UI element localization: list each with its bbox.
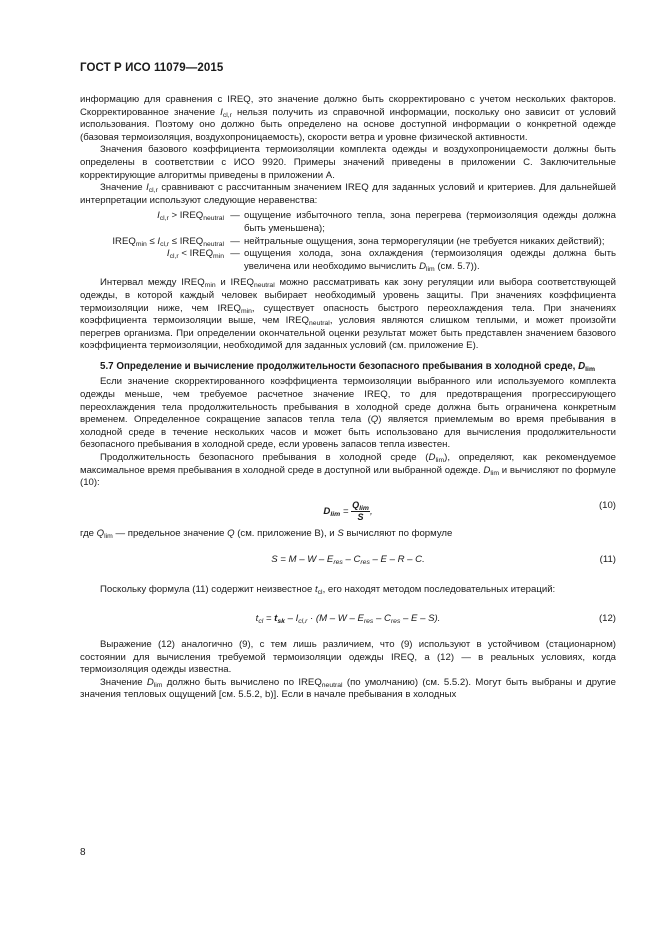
inequality-row: [80, 210, 616, 235]
formula-number: (11): [599, 554, 616, 566]
dash: —: [230, 235, 240, 247]
subscript: neutral: [253, 282, 275, 290]
text: Продолжительность безопасного пребывания в холодной среде (: [100, 452, 429, 464]
subscript: lim: [435, 457, 445, 465]
text: =: [340, 505, 352, 517]
formula-body: [80, 554, 616, 567]
subscript: lim: [359, 504, 369, 512]
formula-body: [80, 500, 616, 523]
text: должно быть вычислено по IREQ: [162, 676, 322, 688]
subscript: min: [135, 240, 147, 248]
dash: —: [230, 210, 240, 222]
text: ,: [369, 505, 373, 517]
inequality-meaning: нейтральные ощущения, зона терморегуляции (не требуется никаких действий);: [244, 235, 605, 247]
subscript: res: [333, 559, 343, 567]
text: t: [255, 613, 259, 624]
subscript: min: [240, 307, 252, 315]
text: , условия являются слишком теплыми, и может произойти перегрев организма. При определении окончательной оценки результат может быть представлен значением базового коэффициента термоизоляции, необходимой для заданных условий (см. приложение Е).: [80, 315, 616, 352]
var-t: t: [314, 584, 318, 596]
paragraph-5: [80, 376, 616, 452]
var-q: Q: [370, 414, 379, 426]
formula-number: (10): [598, 499, 616, 511]
text: ≤ IREQ: [169, 235, 204, 247]
paragraph-3: [80, 182, 616, 207]
subscript: res: [360, 559, 370, 567]
text: и вычисляют по формуле (10):: [80, 464, 616, 489]
text: — предельное значение: [112, 527, 228, 539]
subscript: neutral: [309, 320, 330, 328]
text: – E – S).: [400, 613, 441, 624]
var-i: I: [146, 182, 149, 194]
paragraph-9: Выражение (12) аналогично (9), с тем лишь различием, что (9) используют в устойчивом (стационарном) состоянии для вычисления требуемой термоизоляции одежды IREQ, а (12) — в реальных условиях, когда термоизоляция одежды известна.: [80, 639, 616, 676]
text: где: [80, 527, 97, 539]
formula-number: (12): [598, 613, 616, 624]
text: 5.7 Определение и вычисление продолжительности безопасного пребывания в холодной среде,: [100, 360, 579, 372]
paragraph-8: [80, 584, 616, 597]
subscript: res: [363, 618, 374, 625]
var-d: D: [483, 464, 491, 476]
paragraph-2: Значения базового коэффициента термоизоляции комплекта одежды и воздухопроницаемости должны быть определены в соответствии с ИСО 9920. Примеры значений приведены в приложении С. Заключительные корректирующие алгоритмы приведены в приложении А.: [80, 144, 616, 181]
formula-11: [80, 550, 616, 572]
subscript: res: [390, 618, 401, 625]
paragraph-7: [80, 528, 616, 541]
text: – E – R – C.: [369, 554, 425, 566]
text: сравнивают с рассчитанным значением IREQ для заданных условий и критериев. Для дальнейшей интерпретации используют следующие неравенства:: [80, 182, 617, 206]
inequality-meaning: ощущение избыточного тепла, зона перегрева (термоизоляция одежды должна быть уменьшена);: [244, 210, 616, 234]
text: ≤: [146, 235, 158, 247]
text: можно рассматривать как зону регуляции или выбора соответствующей одежды, в которой каждый человек выбирает необходимый уровень защиты. При значениях коэффициента термоизоляции ниже, чем IREQ: [80, 277, 616, 314]
subscript: sk: [277, 618, 285, 625]
var-i: I: [166, 248, 170, 260]
numerator: [351, 500, 370, 512]
text: Значение: [100, 182, 147, 194]
subscript: lim: [490, 469, 500, 477]
subscript: lim: [153, 681, 163, 689]
text: t: [274, 613, 278, 624]
var-i: I: [157, 235, 161, 247]
subscript: neutral: [321, 681, 343, 689]
text: ощущения холода, зона охлаждения (термоизоляция одежды должна быть увеличена или необходимо вычислить: [244, 248, 616, 272]
text: S = M – W – E: [271, 554, 334, 566]
paragraph-10: [80, 677, 616, 702]
subscript: min: [204, 282, 216, 290]
text: Поскольку формула (11) содержит неизвестное: [100, 584, 315, 596]
var-d: D: [578, 360, 586, 372]
text: Интервал между IREQ: [100, 277, 205, 289]
document-body: [80, 94, 616, 702]
text: < IREQ: [178, 248, 214, 260]
section-heading: [80, 361, 616, 374]
text: – C: [373, 613, 391, 624]
text: и IREQ: [215, 277, 254, 289]
subscript: cl,r: [169, 253, 179, 261]
subscript: cl,r: [160, 240, 170, 248]
paragraph-1: [80, 94, 616, 144]
text: D: [323, 505, 331, 517]
formula-body: [80, 613, 616, 626]
text: Q: [352, 499, 360, 510]
text: · (M – W – E: [307, 613, 364, 624]
subscript: lim: [104, 532, 113, 540]
formula-lhs: [323, 506, 340, 517]
subscript: cl,r: [298, 618, 308, 625]
var-d: D: [419, 260, 426, 272]
subscript: lim: [426, 265, 435, 273]
inequality-lhs: [80, 210, 228, 235]
formula-10: [80, 496, 616, 522]
var-q: Q: [227, 527, 235, 539]
document-header: ГОСТ Р ИСО 11079—2015: [80, 62, 224, 74]
text: Значение: [100, 676, 147, 688]
subscript: cl,r: [222, 111, 232, 119]
subscript: cl: [317, 589, 323, 597]
inequality-row: [80, 236, 616, 249]
inequality-meaning: [242, 248, 616, 273]
dash: —: [230, 248, 240, 260]
var-i: I: [157, 210, 160, 222]
text: =: [263, 613, 275, 624]
text: – C: [342, 554, 361, 566]
text: , его находят методом последовательных итераций:: [322, 584, 556, 596]
inequality-row: [80, 248, 616, 273]
subscript: cl: [258, 618, 264, 625]
inequalities-table: [80, 210, 616, 273]
formula-12: [80, 609, 616, 631]
text: ), определяют, как рекомендуемое максимальное время пребывания в холодной среде в доступной или выбранной одежде.: [80, 452, 617, 476]
subscript: cl,r: [159, 215, 169, 223]
var-s: S: [337, 527, 344, 539]
var-d: D: [146, 676, 154, 688]
inequality-lhs: [80, 248, 228, 273]
subscript: lim: [585, 365, 595, 373]
text: информацию для сравнения с IREQ, это значение должно быть скорректировано с учетом нескольких факторов. Скорректированное значение: [80, 94, 616, 118]
text: ) является приемлемым во время пребывания в холодной среде в течение нескольких часов и может быть использовано для вычисления продолжительности безопасного пребывания в холодной среде, если уровень запасов тепла известен.: [80, 414, 616, 451]
text: (см. 5.7)).: [434, 260, 480, 272]
text: вычисляют по формуле: [343, 527, 453, 539]
subscript: neutral: [203, 215, 224, 223]
var-q: Q: [96, 527, 105, 539]
text: > IREQ: [168, 210, 204, 222]
text: (см. приложение В), и: [234, 527, 338, 539]
text: нельзя получить из справочной информации, поскольку оно зависит от условий использования. Поэтому оно должно быть определено на основе доступной информации о конкретной одежде (базовая термоизоляция, воздухопроницаемость), скорости ветра и уровне физической активности.: [80, 106, 616, 143]
text: , существует опасность быстрого переохлаждения тела. При значениях коэффициента термоизоляции выше, чем IREQ: [80, 302, 616, 327]
denominator: S: [357, 511, 364, 522]
fraction: [351, 500, 370, 523]
inequality-lhs: [80, 236, 228, 249]
subscript: neutral: [203, 240, 224, 248]
paragraph-4: [80, 277, 616, 353]
text: Если значение скорректированного коэффициента термоизоляции выбранного или используемого комплекта одежды меньше, чем требуемое расчетное значение IREQ, то для предотвращения прогрессирующего переохлаждения тела продолжительность пребывания в холодной среде должна быть ограничена конкретным временем. Определенное сокращение запасов тепла тела (: [80, 376, 616, 426]
subscript: cl,r: [148, 187, 158, 195]
var-d: D: [428, 452, 436, 464]
text: IREQ: [112, 235, 136, 247]
var-i: I: [220, 106, 223, 118]
text: (по умолчанию) (см. 5.5.2). Могут быть выбраны и другие значения тепловых ощущений [см. 5.5.2, b)]. Если в начале пребывания в холодных: [80, 676, 616, 701]
subscript: min: [213, 253, 224, 261]
page-number: 8: [80, 847, 86, 858]
paragraph-6: [80, 452, 616, 490]
subscript: lim: [330, 510, 341, 518]
text: – I: [284, 613, 299, 624]
